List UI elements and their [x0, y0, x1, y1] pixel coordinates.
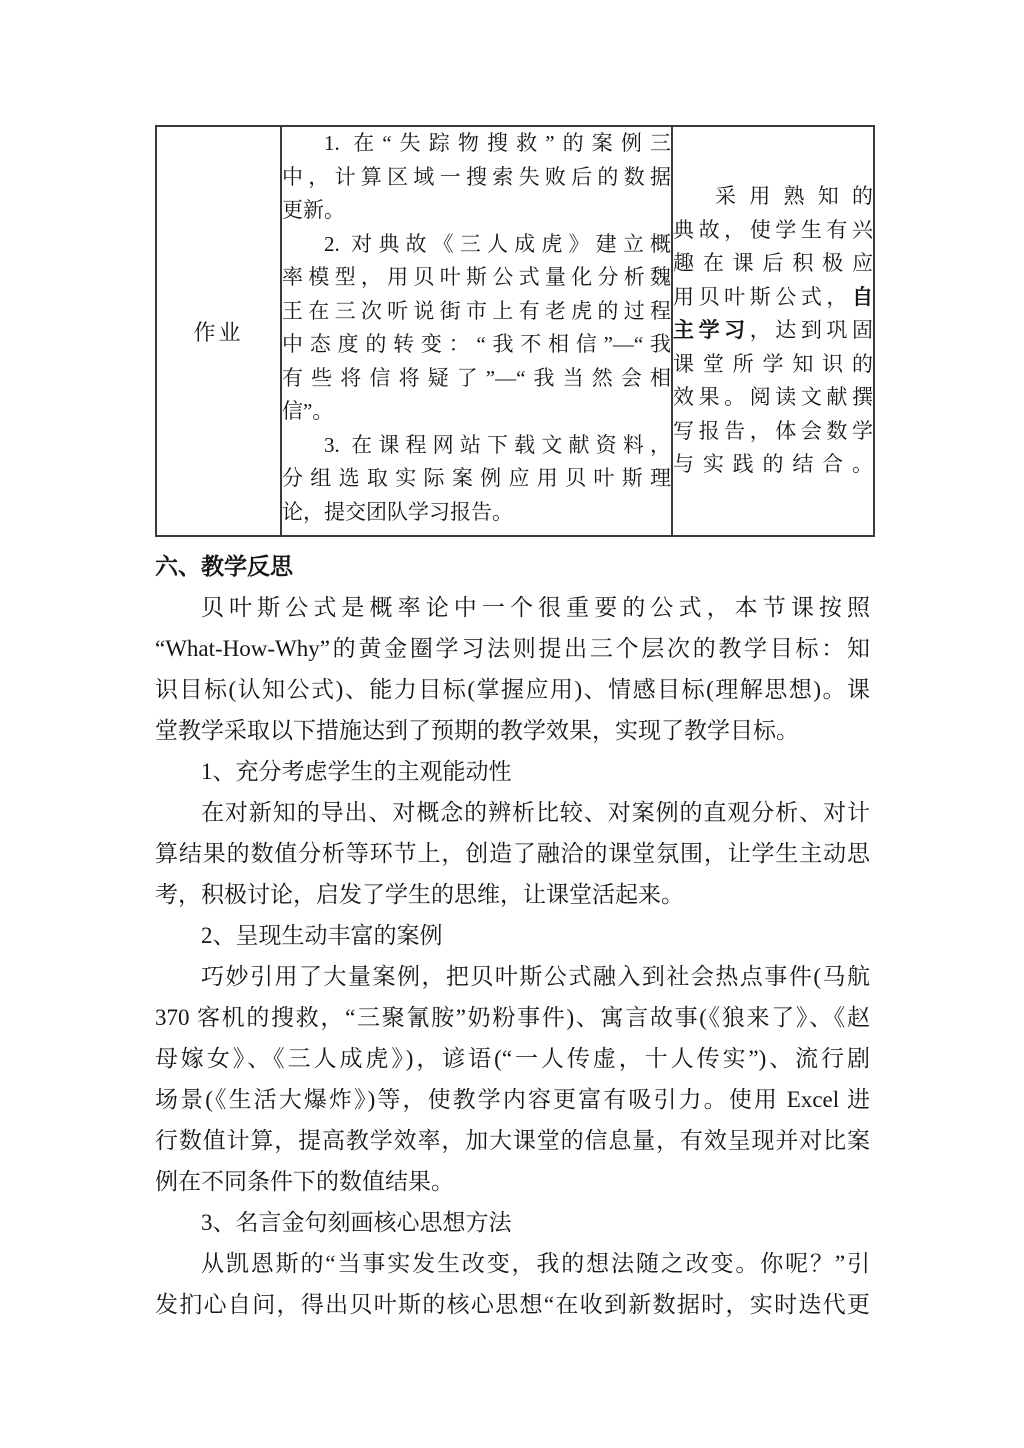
text-segment: 在对新知的导出、对概念的辨析比较、对案例的直观分析、对计 [201, 800, 870, 825]
text-segment: 370 客机的搜救，“三聚氰胺”奶粉事件)、寓言故事(《狼来了》、《赵 [155, 1005, 870, 1030]
text-segment: 母嫁女》、《三人成虎》)，谚语(“一人传虚，十人传实”)、流行剧 [155, 1046, 870, 1071]
text-segment: 效果。阅读文献撰 [673, 385, 873, 410]
text-line [282, 462, 671, 496]
text-line [282, 395, 671, 429]
text-line [155, 628, 870, 669]
text-segment: 场景(《生活大爆炸》)等，使教学内容更富有吸引力。使用 Excel 进 [155, 1087, 870, 1112]
bold-text: 自 [852, 284, 873, 309]
text-line [673, 180, 873, 214]
text-segment: 中态度的转变：“我不相信”—“我 [282, 332, 671, 356]
text-segment: 典故，使学生有兴 [673, 217, 873, 242]
text-segment: 行数值计算，提高教学效率，加大课堂的信息量，有效呈现并对比案 [155, 1128, 870, 1153]
text-line [155, 1120, 870, 1161]
text-line [155, 1079, 870, 1120]
bold-text: 主学习 [673, 318, 750, 343]
text-line [155, 874, 870, 915]
text-segment: 2. 对典故《三人成虎》建立概 [324, 231, 671, 256]
text-segment: “What-How-Why”的黄金圈学习法则提出三个层次的教学目标：知 [155, 636, 870, 661]
text-segment: 中，计算区域一搜索失败后的数据 [282, 164, 671, 189]
text-line [282, 362, 671, 396]
homework-table [155, 125, 875, 537]
text-line [282, 127, 671, 161]
text-line [155, 1161, 870, 1202]
text-segment: 有些将信将疑了”—“我当然会相 [282, 365, 671, 390]
text-line [673, 314, 873, 348]
text-segment: ，达到巩固 [749, 318, 874, 343]
reflection-section [155, 546, 870, 1325]
text-segment: 识目标(认知公式)、能力目标(掌握应用)、情感目标(理解思想)。课 [155, 677, 870, 702]
text-line [282, 161, 671, 195]
text-line [282, 328, 671, 362]
text-line [155, 997, 870, 1038]
text-line [673, 281, 873, 315]
subheading: 2、呈现生动丰富的案例 [201, 923, 443, 948]
text-segment: 发扪心自问，得出贝叶斯的核心思想“在收到新数据时，实时迭代更 [155, 1292, 870, 1317]
section-body [155, 587, 870, 1325]
text-segment: 论，提交团队学习报告。 [282, 499, 513, 524]
text-segment: 1. 在“失踪物搜救”的案例三 [324, 131, 671, 155]
table-cell-design-intent [672, 126, 874, 536]
text-segment: 采用熟知的 [715, 184, 873, 209]
text-segment: 用贝叶斯公式， [673, 284, 852, 309]
table-cell-homework-items [281, 126, 672, 536]
text-line [155, 669, 870, 710]
row-label: 作业 [193, 319, 244, 345]
text-segment: 趣在课后积极应 [673, 251, 873, 276]
text-line [155, 833, 870, 874]
text-segment: 从凯恩斯的“当事实发生改变，我的想法随之改变。你呢？”引 [201, 1251, 870, 1276]
table-cell-row-label [156, 126, 281, 536]
text-line [155, 1243, 870, 1284]
text-segment: 堂教学采取以下措施达到了预期的教学效果，实现了教学目标。 [155, 718, 799, 743]
text-line [673, 415, 873, 449]
text-line [673, 448, 873, 482]
text-line [282, 429, 671, 463]
text-segment: 信”。 [282, 399, 334, 423]
text-line [282, 228, 671, 262]
text-line [282, 261, 671, 295]
text-segment: 与实践的结合。 [673, 452, 873, 477]
text-segment: 率模型，用贝叶斯公式量化分析魏 [282, 265, 671, 289]
subheading: 1、充分考虑学生的主观能动性 [201, 759, 512, 784]
text-segment: 例在不同条件下的数值结果。 [155, 1169, 454, 1194]
text-line [282, 496, 671, 530]
section-heading: 六、教学反思 [155, 554, 293, 579]
text-line [155, 792, 870, 833]
text-segment: 巧妙引用了大量案例，把贝叶斯公式融入到社会热点事件(马航 [201, 964, 870, 989]
text-line [155, 956, 870, 997]
text-line [155, 710, 870, 751]
text-segment: 3. 在课程网站下载文献资料， [324, 432, 671, 457]
text-segment: 分组选取实际案例应用贝叶斯理 [282, 466, 671, 490]
text-line [155, 1284, 870, 1325]
text-line [282, 295, 671, 329]
text-segment: 考，积极讨论，启发了学生的思维，让课堂活起来。 [155, 882, 684, 907]
text-segment: 更新。 [282, 198, 345, 222]
text-segment: 算结果的数值分析等环节上，创造了融洽的课堂氛围，让学生主动思 [155, 841, 870, 866]
text-line [673, 381, 873, 415]
text-segment: 贝叶斯公式是概率论中一个很重要的公式，本节课按照 [201, 595, 870, 620]
text-segment: 写报告，体会数学 [673, 418, 873, 443]
text-segment: 王在三次听说街市上有老虎的过程 [282, 298, 671, 323]
text-line [282, 194, 671, 228]
text-segment: 课堂所学知识的 [673, 351, 873, 376]
text-line [673, 348, 873, 382]
text-line [673, 214, 873, 248]
homework-table-row [156, 126, 874, 536]
subheading: 3、名言金句刻画核心思想方法 [201, 1210, 512, 1235]
text-line [155, 1038, 870, 1079]
text-line [673, 247, 873, 281]
text-line [155, 587, 870, 628]
